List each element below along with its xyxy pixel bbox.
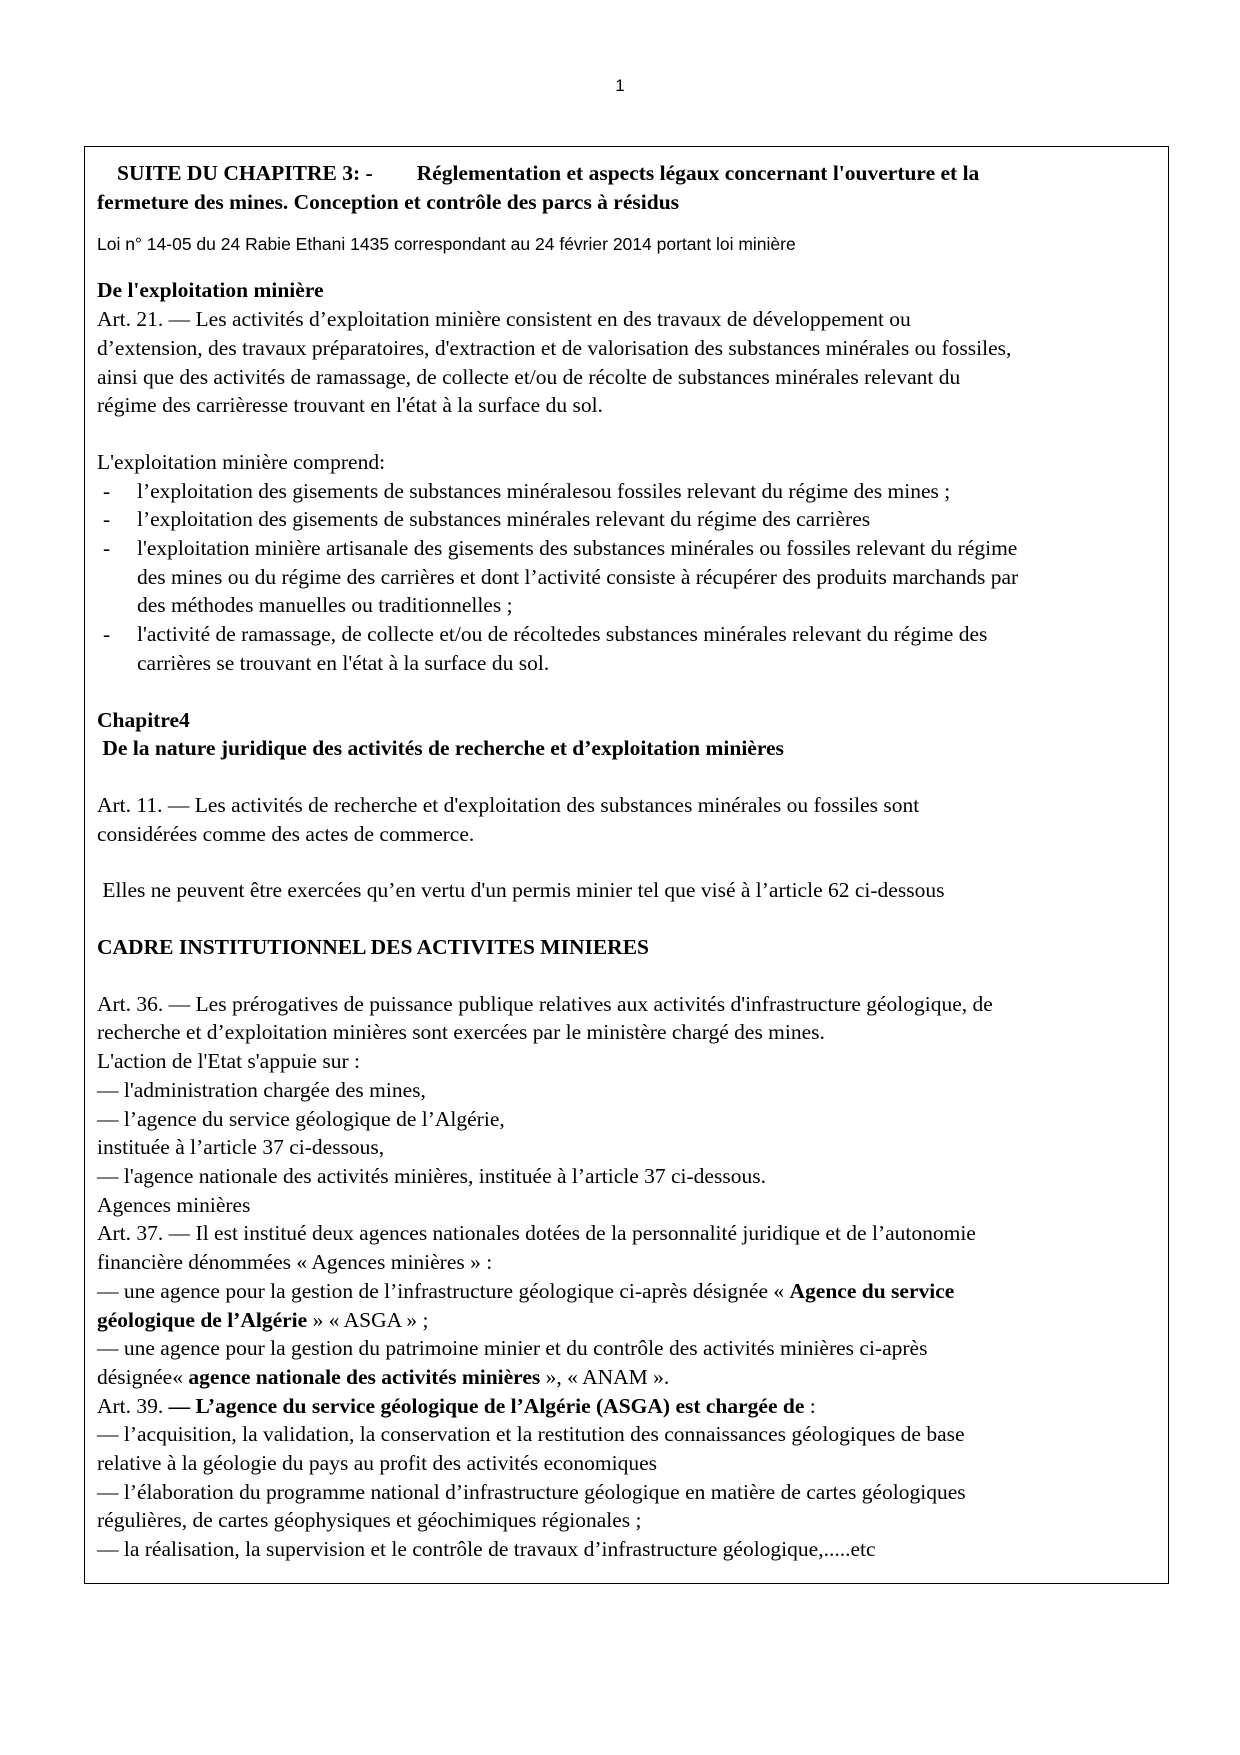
asga-line2 [97,1306,1156,1335]
art21-line: Art. 21. — Les activités d’exploitation minière consistent en des travaux de développement ou [97,307,911,332]
art21-line: régime des carrièresse trouvant en l'état à la surface du sol. [97,393,603,418]
art11-line: considérées comme des actes de commerce. [97,821,475,846]
cadre-line: L'action de l'Etat s'appuie sur : [97,1049,360,1074]
chapter-title-line2: fermeture des mines. Conception et contrôle des parcs à résidus [97,189,680,214]
list-item-text: l'exploitation minière artisanale des gisements des substances minérales ou fossiles relevant du régime [137,536,1018,561]
asga-line2-bold: géologique de l’Algérie [97,1307,308,1332]
cadre-line: — l’agence du service géologique de l’Algérie, [97,1106,505,1131]
anam-line2-bold: agence nationale des activités minières [188,1364,541,1389]
list-item [97,477,1156,506]
list-item-text: carrières se trouvant en l'état à la surface du sol. [137,650,550,675]
list-item-text: l’exploitation des gisements de substances minéralesou fossiles relevant du régime des mines ; [137,478,951,503]
section-heading-exploitation: De l'exploitation minière [97,278,324,303]
art39-post: : [804,1393,816,1418]
art21-line: ainsi que des activités de ramassage, de collecte et/ou de récolte de substances minérales relevant du [97,364,961,389]
anam-line2-post: », « ANAM ». [540,1364,670,1389]
cadre-line: financière dénommées « Agences minières » : [97,1250,493,1275]
cadre-heading: CADRE INSTITUTIONNEL DES ACTIVITES MINIERES [97,935,649,960]
art39-line [97,1392,1156,1421]
list-item-text: l'activité de ramassage, de collecte et/ou de récoltedes substances minérales relevant du régime des [137,622,988,647]
art21-line: d’extension, des travaux préparatoires, d'extraction et de valorisation des substances minérales ou fossiles, [97,335,1012,360]
exploitation-intro: L'exploitation minière comprend: [97,449,386,474]
anam-line2-text: désignée« [97,1364,189,1389]
asga-line1-bold: Agence du service [789,1278,955,1303]
anam-line1: — une agence pour la gestion du patrimoine minier et du contrôle des activités minières ci-après [97,1336,928,1361]
content-frame [84,146,1169,1584]
art11-paragraph2: Elles ne peuvent être exercées qu’en vertu d'un permis minier tel que visé à l’article 62 ci-dessous [97,878,945,903]
asga-line2-text: » « ASGA » ; [307,1307,429,1332]
list-dash: - [103,536,111,561]
chapter-prefix: SUITE DU CHAPITRE 3: - [117,161,373,185]
art39-prefix: Art. 39. [97,1393,169,1418]
asga-line1 [97,1277,1156,1306]
list-item-text: des mines ou du régime des carrières et dont l’activité consiste à récupérer des produits marchands par [137,564,1019,589]
list-item [97,534,1156,620]
cadre-line: Agences minières [97,1192,251,1217]
list-dash: - [103,478,111,503]
cadre-line: recherche et d’exploitation minières sont exercées par le ministère chargé des mines. [97,1020,825,1045]
page-number: 1 [615,76,625,95]
chapter4-label: Chapitre4 [97,707,190,732]
asga-duty-line: régulières, de cartes géophysiques et géochimiques régionales ; [97,1508,642,1533]
list-dash: - [103,622,111,647]
cadre-line: Art. 37. — Il est institué deux agences nationales dotées de la personnalité juridique et de l’autonomie [97,1221,976,1246]
list-item [97,620,1156,677]
asga-duty-line: — la réalisation, la supervision et le contrôle de travaux d’infrastructure géologique,.....etc [97,1537,876,1562]
list-item-text: des méthodes manuelles ou traditionnelles ; [137,593,513,618]
asga-line1-text: — une agence pour la gestion de l’infrastructure géologique ci-après désignée « [97,1278,790,1303]
chapter-title-part1: Réglementation et aspects légaux concernant l'ouverture et la [416,161,980,185]
cadre-line: instituée à l’article 37 ci-dessous, [97,1135,385,1160]
asga-duty-line: — l’acquisition, la validation, la conservation et la restitution des connaissances géologiques de base [97,1422,965,1447]
law-reference: Loi n° 14-05 du 24 Rabie Ethani 1435 correspondant au 24 février 2014 portant loi minière [97,234,796,255]
list-item [97,505,1156,534]
art39-bold: — L’agence du service géologique de l’Algérie (ASGA) est chargée de [168,1393,805,1418]
list-dash: - [103,507,111,532]
cadre-line: — l'agence nationale des activités minières, instituée à l’article 37 ci-dessous. [97,1163,766,1188]
art11-line: Art. 11. — Les activités de recherche et d'exploitation des substances minérales ou fossiles sont [97,792,920,817]
cadre-line: Art. 36. — Les prérogatives de puissance publique relatives aux activités d'infrastructure géologique, de [97,991,993,1016]
anam-line2 [97,1363,1156,1392]
chapter4-title: De la nature juridique des activités de recherche et d’exploitation minières [97,736,784,761]
chapter-title-line1 [97,159,1156,188]
asga-duty-line: — l’élaboration du programme national d’infrastructure géologique en matière de cartes géologiques [97,1479,966,1504]
cadre-line: — l'administration chargée des mines, [97,1077,426,1102]
asga-duty-line: relative à la géologie du pays au profit des activités economiques [97,1451,658,1476]
list-item-text: l’exploitation des gisements de substances minérales relevant du régime des carrières [137,507,871,532]
